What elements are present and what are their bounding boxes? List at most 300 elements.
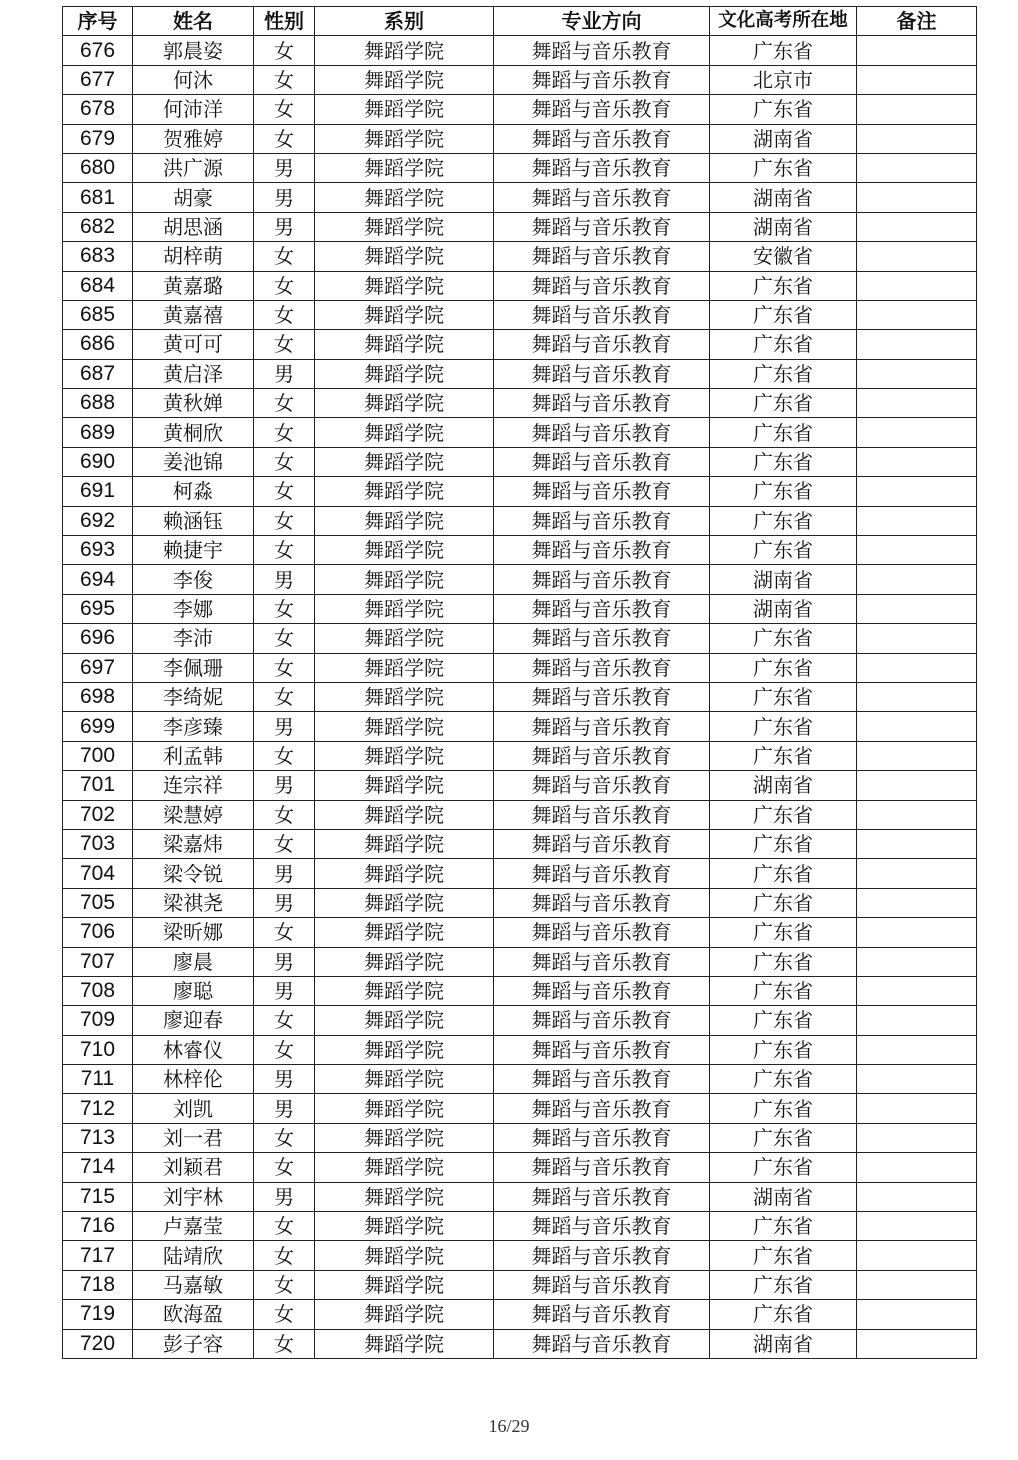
cell-gender: 男 [254, 1182, 315, 1211]
cell-gender: 女 [254, 477, 315, 506]
cell-remark [857, 1300, 977, 1329]
cell-gender: 女 [254, 1300, 315, 1329]
cell-gender: 女 [254, 36, 315, 65]
cell-name: 梁昕娜 [133, 918, 254, 947]
cell-region: 广东省 [710, 976, 857, 1005]
cell-no: 720 [63, 1329, 133, 1358]
cell-no: 678 [63, 95, 133, 124]
cell-gender: 女 [254, 506, 315, 535]
cell-gender: 女 [254, 1123, 315, 1152]
cell-name: 何沐 [133, 65, 254, 94]
cell-name: 彭子容 [133, 1329, 254, 1358]
cell-gender: 男 [254, 947, 315, 976]
cell-region: 湖南省 [710, 771, 857, 800]
cell-region: 湖南省 [710, 1329, 857, 1358]
cell-major: 舞蹈与音乐教育 [494, 212, 710, 241]
cell-no: 682 [63, 212, 133, 241]
cell-department: 舞蹈学院 [315, 183, 494, 212]
cell-gender: 男 [254, 1065, 315, 1094]
cell-major: 舞蹈与音乐教育 [494, 829, 710, 858]
cell-region: 广东省 [710, 418, 857, 447]
cell-no: 684 [63, 271, 133, 300]
cell-name: 廖晨 [133, 947, 254, 976]
cell-name: 刘一君 [133, 1123, 254, 1152]
cell-department: 舞蹈学院 [315, 829, 494, 858]
table-header-row [63, 7, 977, 36]
cell-department: 舞蹈学院 [315, 1065, 494, 1094]
cell-no: 683 [63, 242, 133, 271]
cell-remark [857, 300, 977, 329]
cell-no: 690 [63, 447, 133, 476]
cell-major: 舞蹈与音乐教育 [494, 36, 710, 65]
cell-name: 马嘉敏 [133, 1270, 254, 1299]
table-row [63, 1065, 977, 1094]
cell-name: 胡豪 [133, 183, 254, 212]
cell-major: 舞蹈与音乐教育 [494, 1006, 710, 1035]
cell-gender: 女 [254, 682, 315, 711]
cell-name: 刘宇林 [133, 1182, 254, 1211]
cell-no: 718 [63, 1270, 133, 1299]
cell-region: 广东省 [710, 1270, 857, 1299]
table-row [63, 771, 977, 800]
cell-name: 黄嘉璐 [133, 271, 254, 300]
cell-no: 712 [63, 1094, 133, 1123]
cell-remark [857, 594, 977, 623]
cell-remark [857, 1065, 977, 1094]
table-row [63, 65, 977, 94]
cell-gender: 女 [254, 65, 315, 94]
cell-name: 李佩珊 [133, 653, 254, 682]
cell-no: 681 [63, 183, 133, 212]
cell-no: 677 [63, 65, 133, 94]
cell-region: 广东省 [710, 300, 857, 329]
cell-name: 黄嘉禧 [133, 300, 254, 329]
cell-department: 舞蹈学院 [315, 124, 494, 153]
cell-region: 湖南省 [710, 212, 857, 241]
cell-name: 梁令锐 [133, 859, 254, 888]
cell-region: 广东省 [710, 1300, 857, 1329]
cell-name: 黄可可 [133, 330, 254, 359]
cell-no: 713 [63, 1123, 133, 1152]
cell-gender: 女 [254, 1153, 315, 1182]
cell-department: 舞蹈学院 [315, 918, 494, 947]
cell-department: 舞蹈学院 [315, 594, 494, 623]
cell-remark [857, 1123, 977, 1152]
table-row [63, 1035, 977, 1064]
cell-region: 广东省 [710, 829, 857, 858]
cell-gender: 女 [254, 418, 315, 447]
cell-gender: 男 [254, 359, 315, 388]
cell-remark [857, 712, 977, 741]
cell-name: 李彦臻 [133, 712, 254, 741]
cell-no: 704 [63, 859, 133, 888]
cell-department: 舞蹈学院 [315, 300, 494, 329]
cell-gender: 男 [254, 183, 315, 212]
table-row [63, 1300, 977, 1329]
cell-no: 687 [63, 359, 133, 388]
cell-department: 舞蹈学院 [315, 1212, 494, 1241]
header-department: 系别 [315, 7, 494, 36]
cell-name: 李绮妮 [133, 682, 254, 711]
cell-major: 舞蹈与音乐教育 [494, 183, 710, 212]
table-row [63, 829, 977, 858]
cell-department: 舞蹈学院 [315, 800, 494, 829]
cell-name: 赖捷宇 [133, 536, 254, 565]
cell-remark [857, 682, 977, 711]
table-row [63, 242, 977, 271]
cell-department: 舞蹈学院 [315, 859, 494, 888]
cell-remark [857, 653, 977, 682]
cell-no: 696 [63, 624, 133, 653]
cell-major: 舞蹈与音乐教育 [494, 153, 710, 182]
cell-department: 舞蹈学院 [315, 95, 494, 124]
cell-major: 舞蹈与音乐教育 [494, 800, 710, 829]
cell-region: 广东省 [710, 1094, 857, 1123]
table-row [63, 1006, 977, 1035]
cell-no: 717 [63, 1241, 133, 1270]
cell-name: 卢嘉莹 [133, 1212, 254, 1241]
table-row [63, 624, 977, 653]
cell-remark [857, 741, 977, 770]
cell-major: 舞蹈与音乐教育 [494, 359, 710, 388]
cell-major: 舞蹈与音乐教育 [494, 1182, 710, 1211]
cell-major: 舞蹈与音乐教育 [494, 976, 710, 1005]
cell-region: 湖南省 [710, 183, 857, 212]
cell-gender: 女 [254, 1006, 315, 1035]
cell-gender: 女 [254, 624, 315, 653]
cell-no: 701 [63, 771, 133, 800]
cell-department: 舞蹈学院 [315, 65, 494, 94]
cell-major: 舞蹈与音乐教育 [494, 1270, 710, 1299]
cell-major: 舞蹈与音乐教育 [494, 947, 710, 976]
cell-gender: 男 [254, 565, 315, 594]
cell-gender: 男 [254, 153, 315, 182]
cell-region: 广东省 [710, 888, 857, 917]
cell-no: 709 [63, 1006, 133, 1035]
table-row [63, 565, 977, 594]
cell-remark [857, 124, 977, 153]
page-number: 16/29 [488, 1416, 530, 1436]
cell-no: 711 [63, 1065, 133, 1094]
cell-name: 梁慧婷 [133, 800, 254, 829]
cell-no: 692 [63, 506, 133, 535]
cell-region: 广东省 [710, 1065, 857, 1094]
cell-remark [857, 359, 977, 388]
cell-major: 舞蹈与音乐教育 [494, 918, 710, 947]
cell-department: 舞蹈学院 [315, 418, 494, 447]
cell-remark [857, 1035, 977, 1064]
cell-remark [857, 389, 977, 418]
cell-department: 舞蹈学院 [315, 153, 494, 182]
cell-remark [857, 418, 977, 447]
cell-department: 舞蹈学院 [315, 1329, 494, 1358]
cell-region: 广东省 [710, 624, 857, 653]
cell-major: 舞蹈与音乐教育 [494, 477, 710, 506]
table-row [63, 153, 977, 182]
cell-gender: 女 [254, 330, 315, 359]
cell-remark [857, 1329, 977, 1358]
cell-major: 舞蹈与音乐教育 [494, 1035, 710, 1064]
table-row [63, 741, 977, 770]
cell-region: 广东省 [710, 947, 857, 976]
cell-region: 广东省 [710, 1123, 857, 1152]
cell-major: 舞蹈与音乐教育 [494, 506, 710, 535]
cell-major: 舞蹈与音乐教育 [494, 124, 710, 153]
cell-department: 舞蹈学院 [315, 624, 494, 653]
cell-no: 705 [63, 888, 133, 917]
cell-region: 广东省 [710, 447, 857, 476]
table-row [63, 506, 977, 535]
cell-region: 广东省 [710, 653, 857, 682]
cell-region: 湖南省 [710, 594, 857, 623]
cell-department: 舞蹈学院 [315, 947, 494, 976]
cell-region: 广东省 [710, 330, 857, 359]
cell-no: 706 [63, 918, 133, 947]
cell-remark [857, 65, 977, 94]
header-remark: 备注 [857, 7, 977, 36]
cell-name: 柯淼 [133, 477, 254, 506]
cell-major: 舞蹈与音乐教育 [494, 1241, 710, 1270]
table-row [63, 359, 977, 388]
cell-major: 舞蹈与音乐教育 [494, 1065, 710, 1094]
cell-region: 广东省 [710, 918, 857, 947]
cell-region: 广东省 [710, 712, 857, 741]
cell-name: 梁祺尧 [133, 888, 254, 917]
cell-no: 691 [63, 477, 133, 506]
cell-gender: 女 [254, 918, 315, 947]
cell-no: 719 [63, 1300, 133, 1329]
cell-gender: 女 [254, 242, 315, 271]
cell-remark [857, 447, 977, 476]
table-row [63, 682, 977, 711]
cell-remark [857, 1241, 977, 1270]
cell-remark [857, 1182, 977, 1211]
cell-name: 洪广源 [133, 153, 254, 182]
table-row [63, 212, 977, 241]
cell-name: 林睿仪 [133, 1035, 254, 1064]
cell-no: 714 [63, 1153, 133, 1182]
cell-name: 欧海盈 [133, 1300, 254, 1329]
cell-department: 舞蹈学院 [315, 741, 494, 770]
cell-name: 林梓伦 [133, 1065, 254, 1094]
cell-major: 舞蹈与音乐教育 [494, 330, 710, 359]
cell-remark [857, 976, 977, 1005]
table-body [63, 36, 977, 1359]
cell-region: 湖南省 [710, 565, 857, 594]
cell-remark [857, 800, 977, 829]
cell-no: 688 [63, 389, 133, 418]
cell-major: 舞蹈与音乐教育 [494, 271, 710, 300]
cell-remark [857, 888, 977, 917]
cell-department: 舞蹈学院 [315, 477, 494, 506]
cell-remark [857, 1094, 977, 1123]
cell-remark [857, 506, 977, 535]
cell-region: 广东省 [710, 271, 857, 300]
cell-gender: 男 [254, 771, 315, 800]
table-row [63, 712, 977, 741]
table-row [63, 976, 977, 1005]
cell-major: 舞蹈与音乐教育 [494, 389, 710, 418]
cell-region: 广东省 [710, 477, 857, 506]
cell-department: 舞蹈学院 [315, 565, 494, 594]
cell-name: 刘颖君 [133, 1153, 254, 1182]
cell-gender: 女 [254, 1212, 315, 1241]
table-row [63, 800, 977, 829]
table-row [63, 1094, 977, 1123]
cell-major: 舞蹈与音乐教育 [494, 594, 710, 623]
cell-region: 广东省 [710, 741, 857, 770]
table-row [63, 95, 977, 124]
cell-gender: 男 [254, 888, 315, 917]
cell-department: 舞蹈学院 [315, 682, 494, 711]
cell-department: 舞蹈学院 [315, 1123, 494, 1152]
cell-gender: 男 [254, 859, 315, 888]
cell-gender: 女 [254, 300, 315, 329]
cell-remark [857, 183, 977, 212]
header-name: 姓名 [133, 7, 254, 36]
cell-gender: 女 [254, 741, 315, 770]
cell-region: 广东省 [710, 36, 857, 65]
cell-gender: 女 [254, 1270, 315, 1299]
cell-region: 北京市 [710, 65, 857, 94]
cell-major: 舞蹈与音乐教育 [494, 300, 710, 329]
cell-department: 舞蹈学院 [315, 1300, 494, 1329]
cell-name: 陆靖欣 [133, 1241, 254, 1270]
cell-region: 广东省 [710, 1153, 857, 1182]
cell-department: 舞蹈学院 [315, 1094, 494, 1123]
cell-region: 广东省 [710, 1035, 857, 1064]
cell-remark [857, 859, 977, 888]
cell-department: 舞蹈学院 [315, 771, 494, 800]
cell-gender: 女 [254, 800, 315, 829]
cell-major: 舞蹈与音乐教育 [494, 1212, 710, 1241]
cell-region: 广东省 [710, 859, 857, 888]
cell-name: 胡梓萌 [133, 242, 254, 271]
table-row [63, 1241, 977, 1270]
cell-name: 李沛 [133, 624, 254, 653]
cell-gender: 女 [254, 829, 315, 858]
table-row [63, 653, 977, 682]
cell-region: 湖南省 [710, 1182, 857, 1211]
cell-department: 舞蹈学院 [315, 1006, 494, 1035]
cell-name: 贺雅婷 [133, 124, 254, 153]
cell-gender: 女 [254, 389, 315, 418]
table-row [63, 183, 977, 212]
cell-remark [857, 1153, 977, 1182]
cell-name: 姜池锦 [133, 447, 254, 476]
cell-name: 廖聪 [133, 976, 254, 1005]
cell-remark [857, 1270, 977, 1299]
cell-no: 686 [63, 330, 133, 359]
table-row [63, 330, 977, 359]
cell-department: 舞蹈学院 [315, 389, 494, 418]
header-no: 序号 [63, 7, 133, 36]
cell-major: 舞蹈与音乐教育 [494, 536, 710, 565]
cell-remark [857, 271, 977, 300]
header-region: 文化高考所在地 [710, 7, 857, 36]
cell-remark [857, 242, 977, 271]
cell-remark [857, 36, 977, 65]
cell-region: 广东省 [710, 536, 857, 565]
cell-gender: 女 [254, 95, 315, 124]
cell-gender: 女 [254, 447, 315, 476]
cell-region: 安徽省 [710, 242, 857, 271]
cell-region: 广东省 [710, 1212, 857, 1241]
cell-no: 676 [63, 36, 133, 65]
cell-name: 赖涵钰 [133, 506, 254, 535]
table-row [63, 389, 977, 418]
cell-remark [857, 829, 977, 858]
cell-region: 广东省 [710, 1241, 857, 1270]
table-row [63, 124, 977, 153]
cell-major: 舞蹈与音乐教育 [494, 741, 710, 770]
cell-region: 广东省 [710, 800, 857, 829]
table-row [63, 300, 977, 329]
cell-no: 689 [63, 418, 133, 447]
cell-no: 695 [63, 594, 133, 623]
cell-department: 舞蹈学院 [315, 271, 494, 300]
cell-department: 舞蹈学院 [315, 1153, 494, 1182]
cell-region: 广东省 [710, 95, 857, 124]
cell-major: 舞蹈与音乐教育 [494, 712, 710, 741]
cell-department: 舞蹈学院 [315, 888, 494, 917]
cell-name: 廖迎春 [133, 1006, 254, 1035]
cell-no: 707 [63, 947, 133, 976]
cell-no: 716 [63, 1212, 133, 1241]
cell-region: 广东省 [710, 506, 857, 535]
cell-department: 舞蹈学院 [315, 359, 494, 388]
cell-remark [857, 918, 977, 947]
cell-major: 舞蹈与音乐教育 [494, 624, 710, 653]
cell-major: 舞蹈与音乐教育 [494, 95, 710, 124]
cell-department: 舞蹈学院 [315, 653, 494, 682]
cell-no: 680 [63, 153, 133, 182]
cell-department: 舞蹈学院 [315, 506, 494, 535]
cell-region: 广东省 [710, 389, 857, 418]
cell-remark [857, 536, 977, 565]
cell-major: 舞蹈与音乐教育 [494, 242, 710, 271]
cell-no: 697 [63, 653, 133, 682]
cell-no: 715 [63, 1182, 133, 1211]
table-row [63, 859, 977, 888]
table-row [63, 947, 977, 976]
table-row [63, 418, 977, 447]
table-row [63, 1182, 977, 1211]
cell-name: 李俊 [133, 565, 254, 594]
cell-major: 舞蹈与音乐教育 [494, 1300, 710, 1329]
cell-no: 693 [63, 536, 133, 565]
cell-name: 黄桐欣 [133, 418, 254, 447]
cell-gender: 男 [254, 1094, 315, 1123]
cell-gender: 女 [254, 1035, 315, 1064]
cell-region: 广东省 [710, 1006, 857, 1035]
cell-department: 舞蹈学院 [315, 1241, 494, 1270]
cell-major: 舞蹈与音乐教育 [494, 771, 710, 800]
cell-gender: 女 [254, 124, 315, 153]
cell-no: 698 [63, 682, 133, 711]
cell-department: 舞蹈学院 [315, 36, 494, 65]
table-row [63, 918, 977, 947]
cell-major: 舞蹈与音乐教育 [494, 1329, 710, 1358]
cell-no: 685 [63, 300, 133, 329]
header-major: 专业方向 [494, 7, 710, 36]
cell-major: 舞蹈与音乐教育 [494, 1094, 710, 1123]
cell-remark [857, 477, 977, 506]
cell-gender: 女 [254, 271, 315, 300]
table-row [63, 1270, 977, 1299]
cell-major: 舞蹈与音乐教育 [494, 682, 710, 711]
table-row [63, 1329, 977, 1358]
